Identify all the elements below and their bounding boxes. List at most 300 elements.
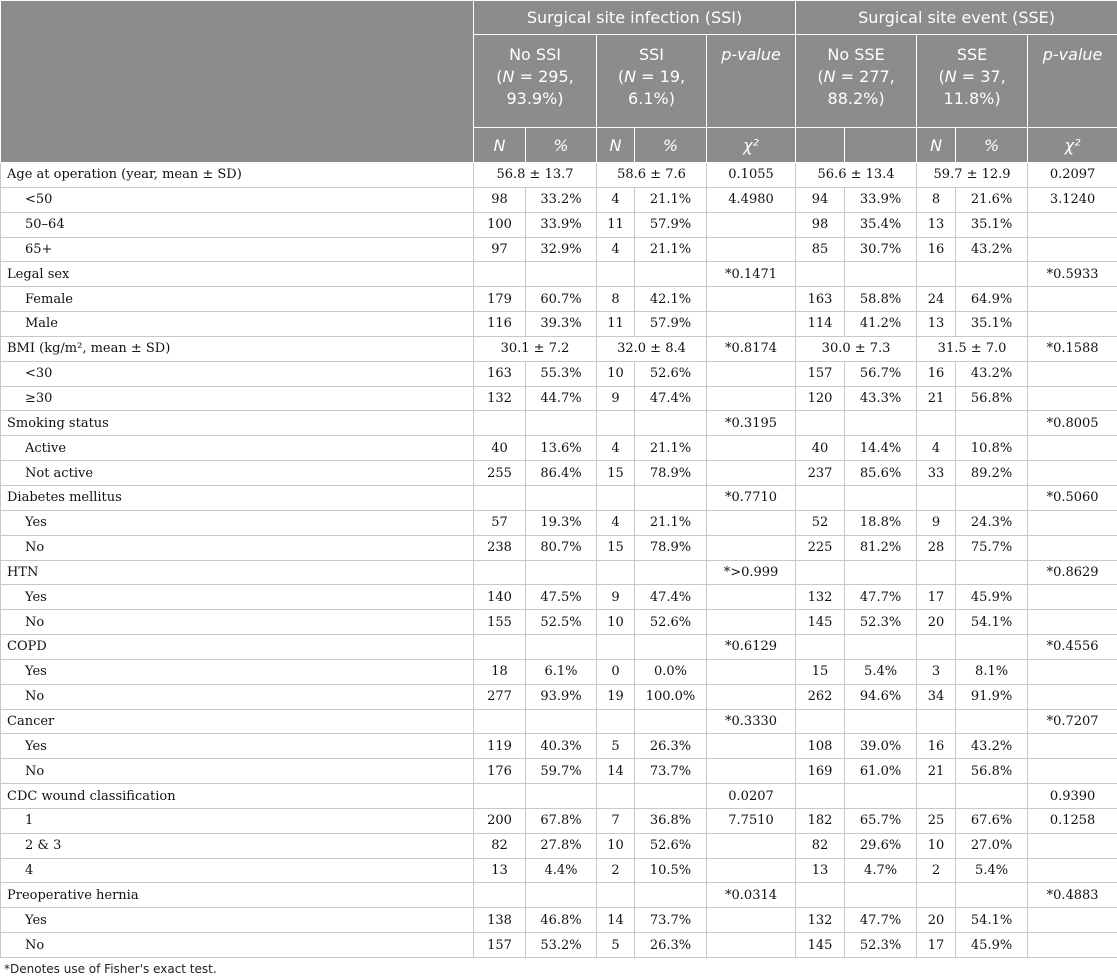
ssi-group-header: Surgical site infection (SSI) bbox=[474, 1, 796, 35]
no-ssi-n-cell bbox=[474, 883, 526, 908]
row-label: Age at operation (year, mean ± SD) bbox=[1, 163, 474, 188]
no-ssi-n-cell: 97 bbox=[474, 237, 526, 262]
row-label: No bbox=[1, 759, 474, 784]
no-ssi-pct-cell: 13.6% bbox=[526, 436, 597, 461]
ssi-n-cell bbox=[597, 560, 635, 585]
no-ssi-n-cell: 40 bbox=[474, 436, 526, 461]
no-ssi-n-cell: 200 bbox=[474, 808, 526, 833]
no-ssi-n-cell bbox=[474, 709, 526, 734]
sse-n-cell: 8 bbox=[917, 187, 956, 212]
sse-n-cell: 16 bbox=[917, 361, 956, 386]
no-sse-n-cell: 114 bbox=[796, 312, 845, 337]
ssi-pvalue-cell bbox=[707, 287, 796, 312]
ssi-n-cell: 10 bbox=[597, 833, 635, 858]
ssi-pvalue-cell: *>0.999 bbox=[707, 560, 796, 585]
sse-pvalue-cell bbox=[1028, 734, 1117, 759]
sse-pvalue-cell: 3.1240 bbox=[1028, 187, 1117, 212]
ssi-n-cell: 9 bbox=[597, 386, 635, 411]
no-sse-pct-cell bbox=[845, 262, 917, 287]
ssi-pct-cell bbox=[635, 262, 707, 287]
table-row bbox=[1, 212, 1117, 237]
ssi-pvalue-cell bbox=[707, 610, 796, 635]
sse-pct-cell: 43.2% bbox=[956, 361, 1028, 386]
sse-pct-cell: 21.6% bbox=[956, 187, 1028, 212]
ssi-pct-cell: 100.0% bbox=[635, 684, 707, 709]
table-row bbox=[1, 312, 1117, 337]
ssi-pvalue-cell bbox=[707, 535, 796, 560]
no-ssi-pct-cell: 60.7% bbox=[526, 287, 597, 312]
sse-pct-cell bbox=[956, 485, 1028, 510]
ssi-header: SSI (N = 19, 6.1%) bbox=[597, 35, 707, 128]
sse-pct-cell: 43.2% bbox=[956, 237, 1028, 262]
table-row bbox=[1, 908, 1117, 933]
no-sse-pct-cell bbox=[845, 883, 917, 908]
sse-n-cell: 17 bbox=[917, 585, 956, 610]
ssi-pvalue-cell: 7.7510 bbox=[707, 808, 796, 833]
ssi-pct-cell bbox=[635, 709, 707, 734]
row-label: Cancer bbox=[1, 709, 474, 734]
no-sse-n-cell bbox=[796, 560, 845, 585]
sse-pvalue-cell: *0.4883 bbox=[1028, 883, 1117, 908]
row-label: 1 bbox=[1, 808, 474, 833]
no-ssi-mean-cell: 30.1 ± 7.2 bbox=[474, 336, 597, 361]
sse-n-cell bbox=[917, 262, 956, 287]
table-row bbox=[1, 237, 1117, 262]
sse-pct-cell: 35.1% bbox=[956, 212, 1028, 237]
sse-n-cell: 3 bbox=[917, 659, 956, 684]
ssi-pct-cell: 36.8% bbox=[635, 808, 707, 833]
ssi-pct-cell bbox=[635, 411, 707, 436]
no-ssi-n-cell bbox=[474, 485, 526, 510]
row-label: Smoking status bbox=[1, 411, 474, 436]
no-ssi-pct-cell bbox=[526, 262, 597, 287]
sse-n-cell: 4 bbox=[917, 436, 956, 461]
no-ssi-pct-cell: 33.9% bbox=[526, 212, 597, 237]
no-sse-n-cell bbox=[796, 709, 845, 734]
sse-pct-cell: 35.1% bbox=[956, 312, 1028, 337]
no-ssi-header: No SSI (N = 295, 93.9%) bbox=[474, 35, 597, 128]
ssi-pvalue-cell bbox=[707, 461, 796, 486]
no-sse-pct-cell: 52.3% bbox=[845, 610, 917, 635]
table-row bbox=[1, 187, 1117, 212]
ssi-pct-cell: 57.9% bbox=[635, 312, 707, 337]
sse-pvalue-cell bbox=[1028, 659, 1117, 684]
row-label: Yes bbox=[1, 585, 474, 610]
row-label: 4 bbox=[1, 858, 474, 883]
ssi-n-cell: 19 bbox=[597, 684, 635, 709]
sse-pct-cell: 24.3% bbox=[956, 510, 1028, 535]
ssi-pct-cell: 26.3% bbox=[635, 734, 707, 759]
ssi-pct-cell: 78.9% bbox=[635, 535, 707, 560]
no-sse-pct-cell: 81.2% bbox=[845, 535, 917, 560]
no-sse-n-cell: 145 bbox=[796, 610, 845, 635]
no-ssi-n-cell: 238 bbox=[474, 535, 526, 560]
no-ssi-pct-cell bbox=[526, 883, 597, 908]
sse-n-cell: 25 bbox=[917, 808, 956, 833]
row-label: No bbox=[1, 535, 474, 560]
no-ssi-n-cell: 98 bbox=[474, 187, 526, 212]
no-ssi-pct-cell: 27.8% bbox=[526, 833, 597, 858]
row-label: Yes bbox=[1, 908, 474, 933]
sse-pct-cell: 54.1% bbox=[956, 610, 1028, 635]
ssi-pct-cell bbox=[635, 784, 707, 809]
sse-pvalue-cell bbox=[1028, 908, 1117, 933]
no-sse-pct-cell: 52.3% bbox=[845, 933, 917, 958]
ssi-pct-cell: 26.3% bbox=[635, 933, 707, 958]
no-ssi-pct-cell: 32.9% bbox=[526, 237, 597, 262]
no-sse-pct-cell: 33.9% bbox=[845, 187, 917, 212]
no-ssi-pct-cell: 6.1% bbox=[526, 659, 597, 684]
sse-pvalue-cell bbox=[1028, 684, 1117, 709]
table-row bbox=[1, 808, 1117, 833]
no-sse-n-cell: 145 bbox=[796, 933, 845, 958]
corner-header bbox=[1, 1, 474, 163]
row-label: Yes bbox=[1, 659, 474, 684]
ssi-pct-cell: 21.1% bbox=[635, 510, 707, 535]
sse-n-cell: 21 bbox=[917, 386, 956, 411]
no-ssi-n-cell: 176 bbox=[474, 759, 526, 784]
no-sse-n-cell: 40 bbox=[796, 436, 845, 461]
sse-pvalue-cell bbox=[1028, 212, 1117, 237]
ssi-pvalue-cell: *0.3330 bbox=[707, 709, 796, 734]
ssi-n-cell: 5 bbox=[597, 933, 635, 958]
ssi-pvalue-cell bbox=[707, 386, 796, 411]
sse-n-cell bbox=[917, 560, 956, 585]
no-ssi-pct-cell bbox=[526, 709, 597, 734]
no-ssi-n-cell: 157 bbox=[474, 933, 526, 958]
no-ssi-pct-cell bbox=[526, 411, 597, 436]
no-ssi-pct-cell: 67.8% bbox=[526, 808, 597, 833]
sse-n-cell: 20 bbox=[917, 908, 956, 933]
sse-pvalue-cell bbox=[1028, 386, 1117, 411]
ssi-pvalue-cell bbox=[707, 833, 796, 858]
footnote: *Denotes use of Fisher's exact test. bbox=[4, 962, 217, 976]
sse-mean-cell: 59.7 ± 12.9 bbox=[917, 163, 1028, 188]
no-ssi-n-cell bbox=[474, 635, 526, 660]
no-sse-pct-cell bbox=[845, 635, 917, 660]
no-ssi-mean-cell: 56.8 ± 13.7 bbox=[474, 163, 597, 188]
sse-pvalue-cell bbox=[1028, 461, 1117, 486]
no-ssi-n-cell: 57 bbox=[474, 510, 526, 535]
no-sse-pct-cell: 85.6% bbox=[845, 461, 917, 486]
ssi-pct-cell: 42.1% bbox=[635, 287, 707, 312]
ssi-n-cell: 4 bbox=[597, 187, 635, 212]
table-row bbox=[1, 336, 1117, 361]
sse-n-cell bbox=[917, 411, 956, 436]
ssi-pct-cell bbox=[635, 485, 707, 510]
sse-pct-cell: 10.8% bbox=[956, 436, 1028, 461]
sse-pct-cell: 5.4% bbox=[956, 858, 1028, 883]
no-sse-n-cell: 182 bbox=[796, 808, 845, 833]
sse-pct-cell: 43.2% bbox=[956, 734, 1028, 759]
ssi-pvalue-cell bbox=[707, 510, 796, 535]
sse-pvalue-cell bbox=[1028, 535, 1117, 560]
no-sse-n-cell: 82 bbox=[796, 833, 845, 858]
no-ssi-pct-cell bbox=[526, 635, 597, 660]
ssi-pvalue-cell bbox=[707, 585, 796, 610]
ssi-n-cell: 15 bbox=[597, 461, 635, 486]
sse-pvalue-cell bbox=[1028, 585, 1117, 610]
table-row bbox=[1, 510, 1117, 535]
no-sse-pct-cell: 14.4% bbox=[845, 436, 917, 461]
no-ssi-pct-cell: 46.8% bbox=[526, 908, 597, 933]
row-label: Male bbox=[1, 312, 474, 337]
no-ssi-pct-cell: 40.3% bbox=[526, 734, 597, 759]
no-ssi-pct-cell: 80.7% bbox=[526, 535, 597, 560]
sse-pvalue-cell: *0.5933 bbox=[1028, 262, 1117, 287]
ssi-n-cell: 15 bbox=[597, 535, 635, 560]
table-row bbox=[1, 411, 1117, 436]
sse-pvalue-cell: *0.5060 bbox=[1028, 485, 1117, 510]
ssi-pct-cell: 78.9% bbox=[635, 461, 707, 486]
no-sse-pct-cell: 65.7% bbox=[845, 808, 917, 833]
ssi-pct-cell: 52.6% bbox=[635, 361, 707, 386]
table-row bbox=[1, 485, 1117, 510]
ssi-pvalue-header: p-value bbox=[707, 35, 796, 128]
ssi-pvalue-cell: 0.1055 bbox=[707, 163, 796, 188]
no-ssi-n-cell: 138 bbox=[474, 908, 526, 933]
no-sse-n-cell: 132 bbox=[796, 908, 845, 933]
no-ssi-pct-cell: 52.5% bbox=[526, 610, 597, 635]
ssi-n-cell bbox=[597, 635, 635, 660]
ssi-n-cell: 8 bbox=[597, 287, 635, 312]
row-label: Preoperative hernia bbox=[1, 883, 474, 908]
table-row bbox=[1, 784, 1117, 809]
no-sse-header: No SSE (N = 277, 88.2%) bbox=[796, 35, 917, 128]
no-sse-pct-cell: 43.3% bbox=[845, 386, 917, 411]
table-row bbox=[1, 386, 1117, 411]
ssi-pvalue-cell: *0.6129 bbox=[707, 635, 796, 660]
no-ssi-pct-cell: 59.7% bbox=[526, 759, 597, 784]
ssi-pvalue-cell bbox=[707, 361, 796, 386]
no-sse-pct-cell: 30.7% bbox=[845, 237, 917, 262]
ssi-pct-cell: 73.7% bbox=[635, 908, 707, 933]
ssi-n-cell: 14 bbox=[597, 759, 635, 784]
table-row bbox=[1, 833, 1117, 858]
no-sse-n-header bbox=[796, 128, 845, 163]
sse-n-cell: 28 bbox=[917, 535, 956, 560]
ssi-n-cell: 10 bbox=[597, 361, 635, 386]
ssi-n-cell bbox=[597, 411, 635, 436]
row-label: No bbox=[1, 684, 474, 709]
sse-pvalue-cell bbox=[1028, 237, 1117, 262]
ssi-pct-cell: 21.1% bbox=[635, 436, 707, 461]
ssi-pvalue-cell bbox=[707, 436, 796, 461]
sse-pct-cell: 45.9% bbox=[956, 585, 1028, 610]
ssi-pct-cell: 73.7% bbox=[635, 759, 707, 784]
no-ssi-n-cell: 119 bbox=[474, 734, 526, 759]
no-sse-n-cell: 98 bbox=[796, 212, 845, 237]
no-sse-n-cell: 169 bbox=[796, 759, 845, 784]
sse-chi-header: χ² bbox=[1028, 128, 1117, 163]
ssi-pct-cell: 52.6% bbox=[635, 833, 707, 858]
sse-pct-cell bbox=[956, 411, 1028, 436]
sse-pvalue-cell: *0.8005 bbox=[1028, 411, 1117, 436]
no-sse-pct-header bbox=[845, 128, 917, 163]
ssi-pct-cell: 10.5% bbox=[635, 858, 707, 883]
sse-pvalue-cell: *0.7207 bbox=[1028, 709, 1117, 734]
table-row bbox=[1, 659, 1117, 684]
sse-pvalue-header: p-value bbox=[1028, 35, 1117, 128]
sse-pct-cell: 75.7% bbox=[956, 535, 1028, 560]
row-label: Yes bbox=[1, 510, 474, 535]
no-ssi-n-cell: 132 bbox=[474, 386, 526, 411]
no-ssi-n-cell bbox=[474, 784, 526, 809]
ssi-pvalue-cell bbox=[707, 212, 796, 237]
no-sse-n-cell: 15 bbox=[796, 659, 845, 684]
no-sse-n-cell: 94 bbox=[796, 187, 845, 212]
row-label: 2 & 3 bbox=[1, 833, 474, 858]
no-ssi-n-cell: 277 bbox=[474, 684, 526, 709]
no-sse-pct-cell bbox=[845, 709, 917, 734]
ssi-pvalue-cell: 0.0207 bbox=[707, 784, 796, 809]
ssi-pvalue-cell: *0.7710 bbox=[707, 485, 796, 510]
no-sse-pct-cell bbox=[845, 485, 917, 510]
ssi-n-cell bbox=[597, 883, 635, 908]
sse-n-cell: 17 bbox=[917, 933, 956, 958]
sse-pct-cell: 89.2% bbox=[956, 461, 1028, 486]
ssi-pvalue-cell: 4.4980 bbox=[707, 187, 796, 212]
sse-n-cell: 16 bbox=[917, 237, 956, 262]
row-label: COPD bbox=[1, 635, 474, 660]
ssi-pvalue-cell: *0.8174 bbox=[707, 336, 796, 361]
ssi-chi-header: χ² bbox=[707, 128, 796, 163]
sse-pvalue-cell bbox=[1028, 759, 1117, 784]
sse-pvalue-cell bbox=[1028, 361, 1117, 386]
no-ssi-n-cell bbox=[474, 262, 526, 287]
ssi-n-cell bbox=[597, 784, 635, 809]
no-ssi-pct-cell bbox=[526, 485, 597, 510]
ssi-pvalue-cell: *0.3195 bbox=[707, 411, 796, 436]
no-sse-n-cell: 85 bbox=[796, 237, 845, 262]
ssi-n-cell: 10 bbox=[597, 610, 635, 635]
ssi-pvalue-cell bbox=[707, 858, 796, 883]
no-ssi-n-cell bbox=[474, 560, 526, 585]
ssi-pvalue-cell bbox=[707, 312, 796, 337]
sse-pct-cell bbox=[956, 635, 1028, 660]
sse-pvalue-cell: *0.8629 bbox=[1028, 560, 1117, 585]
ssi-pct-cell: 47.4% bbox=[635, 585, 707, 610]
ssi-n-cell: 5 bbox=[597, 734, 635, 759]
sse-n-cell: 2 bbox=[917, 858, 956, 883]
sse-n-cell bbox=[917, 709, 956, 734]
ssi-pvalue-cell bbox=[707, 933, 796, 958]
sse-n-cell bbox=[917, 883, 956, 908]
ssi-n-header: N bbox=[597, 128, 635, 163]
sse-n-cell bbox=[917, 485, 956, 510]
sse-n-cell: 9 bbox=[917, 510, 956, 535]
no-sse-n-cell bbox=[796, 635, 845, 660]
no-ssi-pct-cell: 93.9% bbox=[526, 684, 597, 709]
ssi-pvalue-cell bbox=[707, 659, 796, 684]
ssi-pvalue-cell: *0.0314 bbox=[707, 883, 796, 908]
sse-pvalue-cell bbox=[1028, 312, 1117, 337]
table-row bbox=[1, 535, 1117, 560]
row-label: No bbox=[1, 610, 474, 635]
no-sse-pct-cell bbox=[845, 411, 917, 436]
sse-mean-cell: 31.5 ± 7.0 bbox=[917, 336, 1028, 361]
sse-pvalue-cell bbox=[1028, 858, 1117, 883]
sse-pct-cell: 8.1% bbox=[956, 659, 1028, 684]
sse-pct-cell bbox=[956, 262, 1028, 287]
no-sse-pct-cell bbox=[845, 784, 917, 809]
table-row bbox=[1, 585, 1117, 610]
row-label: Female bbox=[1, 287, 474, 312]
row-label: BMI (kg/m², mean ± SD) bbox=[1, 336, 474, 361]
sse-pvalue-cell: 0.1258 bbox=[1028, 808, 1117, 833]
ssi-n-cell bbox=[597, 485, 635, 510]
no-sse-n-cell: 237 bbox=[796, 461, 845, 486]
row-label: ≥30 bbox=[1, 386, 474, 411]
ssi-pvalue-cell bbox=[707, 237, 796, 262]
sse-pct-cell: 64.9% bbox=[956, 287, 1028, 312]
ssi-mean-cell: 58.6 ± 7.6 bbox=[597, 163, 707, 188]
sse-n-cell: 24 bbox=[917, 287, 956, 312]
table-row bbox=[1, 262, 1117, 287]
table-row bbox=[1, 684, 1117, 709]
no-ssi-n-cell: 18 bbox=[474, 659, 526, 684]
no-sse-pct-cell: 94.6% bbox=[845, 684, 917, 709]
ssi-pct-cell: 21.1% bbox=[635, 187, 707, 212]
sse-pct-cell bbox=[956, 784, 1028, 809]
table-row bbox=[1, 709, 1117, 734]
no-sse-pct-cell: 29.6% bbox=[845, 833, 917, 858]
table-row bbox=[1, 858, 1117, 883]
no-sse-n-cell: 120 bbox=[796, 386, 845, 411]
no-ssi-pct-cell: 4.4% bbox=[526, 858, 597, 883]
sse-n-cell: 34 bbox=[917, 684, 956, 709]
sse-pct-cell bbox=[956, 709, 1028, 734]
ssi-n-cell: 14 bbox=[597, 908, 635, 933]
no-ssi-n-cell: 82 bbox=[474, 833, 526, 858]
row-label: Diabetes mellitus bbox=[1, 485, 474, 510]
no-sse-n-cell: 157 bbox=[796, 361, 845, 386]
sse-pvalue-cell bbox=[1028, 510, 1117, 535]
no-ssi-n-cell: 255 bbox=[474, 461, 526, 486]
sse-n-cell bbox=[917, 635, 956, 660]
no-sse-n-cell: 262 bbox=[796, 684, 845, 709]
ssi-pvalue-cell bbox=[707, 759, 796, 784]
table-row bbox=[1, 361, 1117, 386]
ssi-pvalue-cell bbox=[707, 908, 796, 933]
sse-pct-header: % bbox=[956, 128, 1028, 163]
table-row bbox=[1, 734, 1117, 759]
no-sse-pct-cell: 61.0% bbox=[845, 759, 917, 784]
ssi-mean-cell: 32.0 ± 8.4 bbox=[597, 336, 707, 361]
sse-pvalue-cell bbox=[1028, 933, 1117, 958]
no-sse-pct-cell: 41.2% bbox=[845, 312, 917, 337]
no-sse-pct-cell bbox=[845, 560, 917, 585]
sse-n-cell: 20 bbox=[917, 610, 956, 635]
sse-pct-cell: 56.8% bbox=[956, 386, 1028, 411]
ssi-pct-cell: 57.9% bbox=[635, 212, 707, 237]
row-label: <50 bbox=[1, 187, 474, 212]
sse-pct-cell: 91.9% bbox=[956, 684, 1028, 709]
no-ssi-pct-cell bbox=[526, 560, 597, 585]
no-ssi-pct-cell: 53.2% bbox=[526, 933, 597, 958]
sse-pct-cell: 27.0% bbox=[956, 833, 1028, 858]
sse-group-header: Surgical site event (SSE) bbox=[796, 1, 1117, 35]
row-label: 50–64 bbox=[1, 212, 474, 237]
sse-pct-cell: 67.6% bbox=[956, 808, 1028, 833]
row-label: HTN bbox=[1, 560, 474, 585]
no-sse-n-cell: 163 bbox=[796, 287, 845, 312]
ssi-n-cell: 2 bbox=[597, 858, 635, 883]
ssi-pct-cell: 0.0% bbox=[635, 659, 707, 684]
sse-n-cell: 13 bbox=[917, 312, 956, 337]
table-row bbox=[1, 436, 1117, 461]
no-ssi-n-cell: 140 bbox=[474, 585, 526, 610]
